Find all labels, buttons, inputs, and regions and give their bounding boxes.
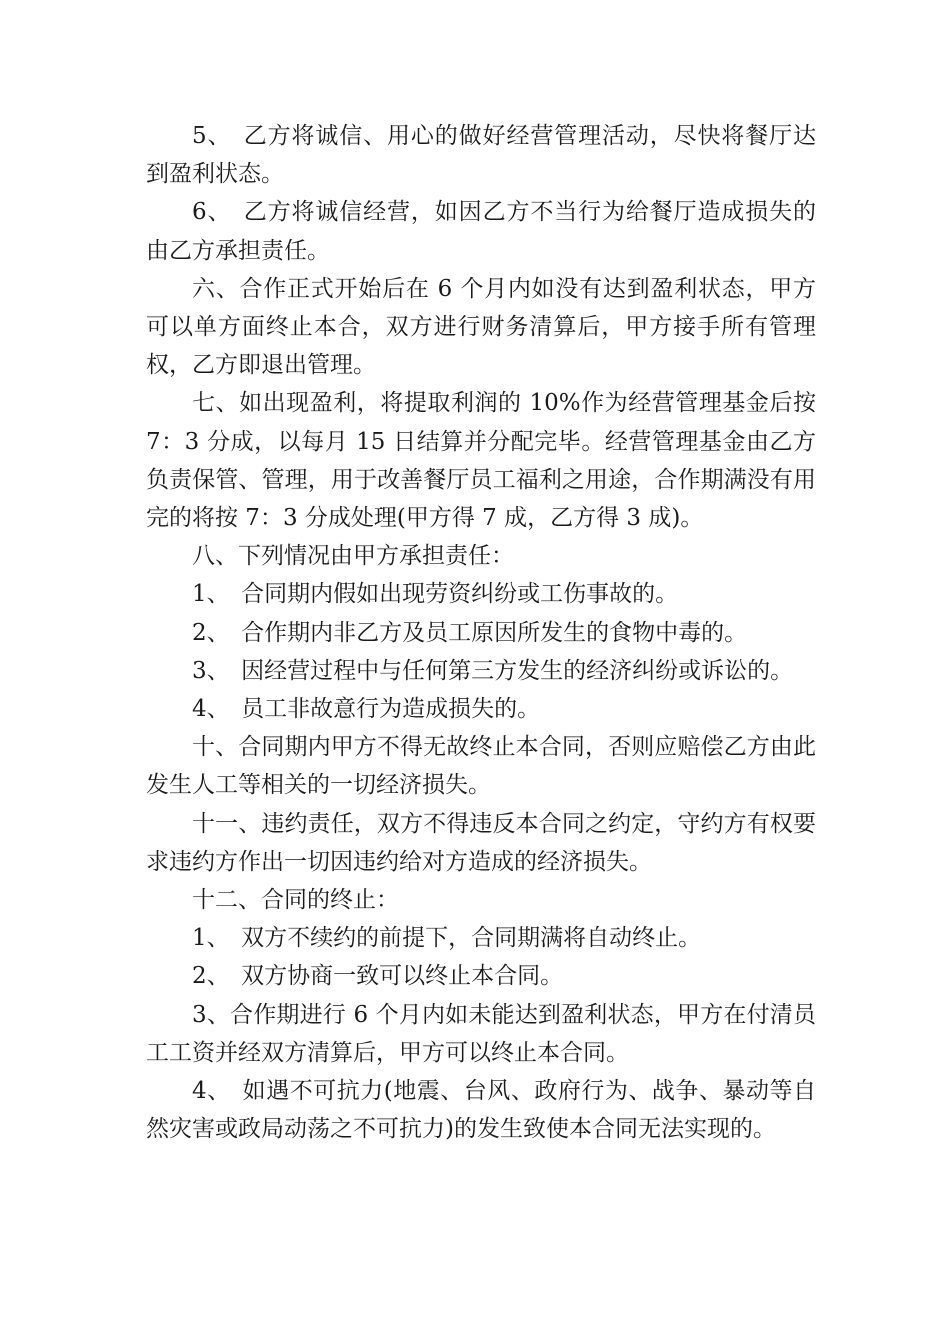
section-12-heading: 十二、合同的终止： <box>192 887 399 914</box>
section-8-item-2: 2、 合作期内非乙方及员工原因所发生的食物中毒的。 <box>192 619 748 646</box>
section-10-paragraph: 十、合同期内甲方不得无故终止本合同，否则应赔偿乙方由此发生人工等相关的一切经济损失。 <box>146 734 816 799</box>
section-12-item-1: 1、 双方不续约的前提下，合同期满将自动终止。 <box>192 925 702 952</box>
clause-5-paragraph: 5、 乙方将诚信、用心的做好经营管理活动，尽快将餐厅达到盈利状态。 <box>146 123 816 188</box>
section-8-item-3: 3、 因经营过程中与任何第三方发生的经济纠纷或诉讼的。 <box>192 657 794 684</box>
section-8-item-4: 4、 员工非故意行为造成损失的。 <box>192 696 541 723</box>
clause-6-paragraph: 6、 乙方将诚信经营，如因乙方不当行为给餐厅造成损失的由乙方承担责任。 <box>146 199 816 264</box>
section-11-paragraph: 十一、违约责任，双方不得违反本合同之约定，守约方有权要求违约方作出一切因违约给对方造成的经济损失。 <box>146 810 816 875</box>
section-12-item-3: 3、合作期进行 6 个月内如未能达到盈利状态，甲方在付清员工工资并经双方清算后，甲方可以终止本合同。 <box>146 1001 816 1066</box>
section-7-paragraph: 七、如出现盈利，将提取利润的 10%作为经营管理基金后按 7：3 分成，以每月 15 日结算并分配完毕。经营管理基金由乙方负责保管、管理，用于改善餐厅员工福利之用途，合作期满没有用完的将按 7：3 分成处理(甲方得 7 成，乙方得 3 成)。 <box>146 390 816 532</box>
document-body <box>146 117 816 1148</box>
section-6-paragraph: 六、合作正式开始后在 6 个月内如没有达到盈利状态，甲方可以单方面终止本合，双方进行财务清算后，甲方接手所有管理权，乙方即退出管理。 <box>146 275 816 379</box>
section-8-item-1: 1、 合同期内假如出现劳资纠纷或工伤事故的。 <box>192 581 679 608</box>
section-8-heading: 八、下列情况由甲方承担责任： <box>192 543 514 570</box>
section-12-item-2: 2、 双方协商一致可以终止本合同。 <box>192 963 564 990</box>
section-12-item-4: 4、 如遇不可抗力(地震、台风、政府行为、战争、暴动等自然灾害或政局动荡之不可抗力)的发生致使本合同无法实现的。 <box>146 1078 816 1143</box>
